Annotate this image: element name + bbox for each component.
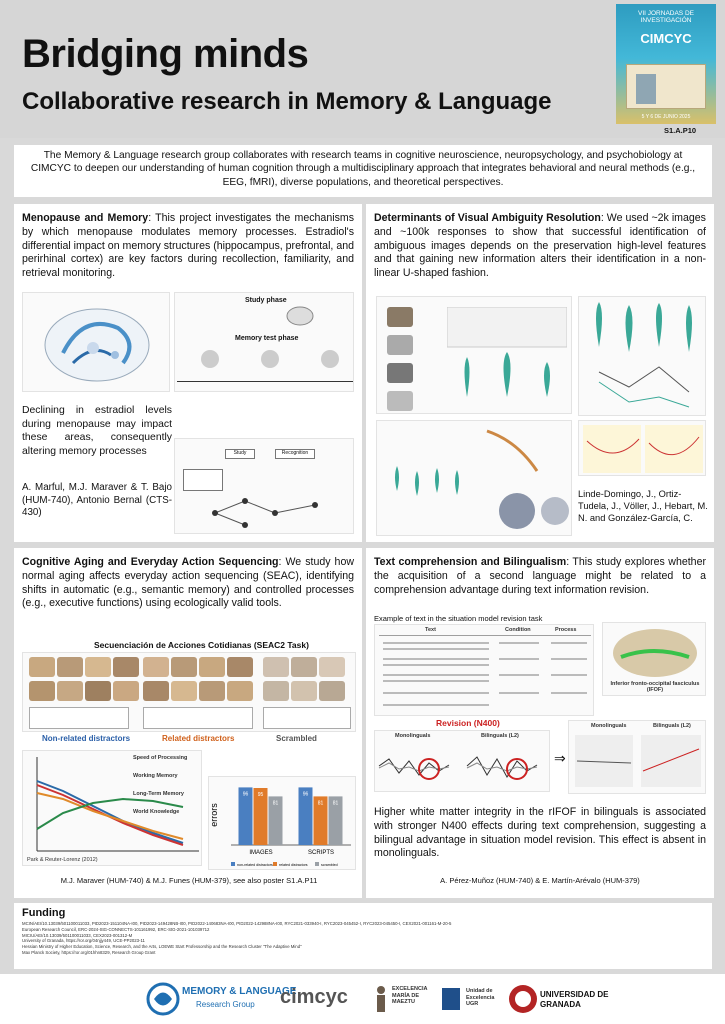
condition-related: Related distractors	[162, 734, 235, 743]
text-example-table	[374, 624, 594, 716]
cover-building-window	[636, 74, 656, 104]
scatter-monolinguals-label: Monolinguals	[591, 723, 627, 729]
word-network	[185, 495, 345, 531]
stimulus-image	[387, 335, 413, 355]
legend-label: related distractors	[279, 863, 308, 867]
task-photo	[143, 657, 169, 677]
ambiguity-stimuli-figure	[376, 296, 572, 414]
study-phase-label: Study phase	[245, 297, 287, 304]
aging-text	[22, 556, 354, 611]
ifof-scatter-figure	[568, 720, 706, 794]
menopause-heading: Menopause and Memory	[22, 212, 149, 224]
ambiguity-authors: Linde-Domingo, J., Ortiz-Tudela, J., Völler, J., Hebart, M. N. and González-García, C.	[578, 489, 708, 524]
curve-legend-wk: World Knowledge	[133, 809, 180, 815]
scatter-plots	[579, 421, 707, 477]
poster-subtitle: Collaborative research in Memory & Language	[22, 88, 552, 115]
bar-value-label: 81	[272, 800, 279, 807]
example-title: Example of text in the situation model revision task	[374, 614, 543, 623]
curve-legend-ltm: Long-Term Memory	[133, 791, 184, 797]
seac-task-title: Secuenciación de Acciones Cotidianas (SEAC2 Task)	[94, 640, 309, 650]
memory-language-logo-icon	[146, 982, 180, 1016]
funding-line: Max Planck Society, https://ror.org/01hhn8329, Research Group Grant	[22, 949, 156, 955]
aging-authors: M.J. Maraver (HUM-740) & M.J. Funes (HUM-379), see also poster S1.A.P11	[60, 876, 318, 885]
funding-line: Hessian Ministry of Higher Education, Science, Research, and the Arts, LOEWE Start Professorship and the Research Cluster "The Adaptive Mind"	[22, 944, 302, 950]
funding-line: MICIU/AEI/10.13039/501100011033, CEX2023-001312-M	[22, 932, 133, 938]
maeztu-figure-icon	[374, 984, 388, 1014]
col-condition: Condition	[505, 627, 531, 633]
study-box: Study	[225, 449, 255, 459]
procedure-figure	[174, 438, 354, 534]
scrambled-photo	[291, 657, 317, 677]
bar-value-label: 96	[242, 791, 249, 798]
ugr-unit-logo: Unidad de Excelencia UGR	[466, 988, 495, 1008]
sentence-cards	[263, 707, 351, 729]
panel-ambiguity	[366, 204, 714, 542]
task-photo	[171, 657, 197, 677]
task-photo	[199, 681, 225, 701]
study-test-figure	[174, 292, 354, 392]
col-text: Text	[425, 627, 436, 633]
legend-label: non-related distractors	[237, 863, 273, 867]
cognitive-aging-curves	[22, 750, 202, 866]
funding-line: European Research Council, ERC-2024-StG-CONNECTS-101161992, ERC-StG-2021-101039712	[22, 926, 210, 932]
funding-line: University of Granada, https://ror.org/04njjy449, UCE-PP2023-11	[22, 938, 145, 944]
panel-menopause	[14, 204, 362, 542]
menopause-body: : This project investigates the mechanisms by which menopause modulates memory processes. Estradiol's differential impact on memory structures (hippocampus, prefrontal, and perirhinal cortex) are key factors during recollection, familiarity, and retrieval monitoring.	[22, 212, 354, 280]
poster-header	[0, 0, 725, 138]
task-photo	[85, 657, 111, 677]
scatter-bilinguals-label: Bilinguals (L2)	[653, 723, 691, 729]
legend-swatch	[315, 862, 319, 866]
scrambled-photo	[319, 681, 345, 701]
erp-figure	[374, 730, 550, 792]
brain-icon	[285, 305, 315, 327]
stimulus-image	[387, 363, 413, 383]
menopause-text	[22, 212, 354, 281]
bar-chart-svg	[209, 777, 357, 871]
poster-title: Bridging minds	[22, 32, 309, 76]
timeline	[177, 381, 353, 382]
cimcyc-logo: cimcyc	[280, 986, 348, 1008]
task-photo	[113, 657, 139, 677]
scrambled-photo	[291, 681, 317, 701]
bilingual-body2: Higher white matter integrity in the rIFOF in bilinguals is associated with stronger N400 effects during text comprehension, suggesting a bilingual advantage in situation model revision. This effect is absent in monolinguals.	[374, 806, 706, 860]
estradiol-brain-figure	[22, 292, 170, 392]
condition-scrambled: Scrambled	[276, 734, 317, 743]
memory-language-sub: Research Group	[196, 1000, 255, 1009]
ambiguity-results-figure	[376, 420, 572, 536]
errors-bar-chart	[208, 776, 356, 870]
col-process: Process	[555, 627, 577, 633]
menopause-authors: A. Marful, M.J. Maraver & T. Bajo (HUM-740), Antonio Bernal (CTS-430)	[22, 482, 172, 519]
violin-plots	[447, 307, 567, 407]
distance-plots	[579, 297, 707, 417]
memory-test-label: Memory test phase	[235, 335, 299, 342]
funding-heading: Funding	[22, 907, 66, 919]
task-photo	[227, 657, 253, 677]
y-axis-label: errors	[209, 803, 219, 827]
bilingual-text	[374, 556, 706, 597]
tract-label: Inferior fronto-occipital fasciculus (IFOF)	[610, 681, 700, 693]
legend-label: scrambled	[321, 863, 338, 867]
recognition-box: Recognition	[275, 449, 315, 459]
task-photo	[57, 681, 83, 701]
funding-line: MCIN/AEI/10.13039/501100011033, PID2023-151104NA-I00, PID2023-149428NB-I00, PID2022-140683NA-I00, PID2022-142988NA-I00, RYC2021-033940-I, RYC2023-045452-I, RYC2023-045450-I, CEX2021-001161-M-20-5	[22, 921, 452, 926]
scatter-figure	[578, 420, 706, 476]
ugr-crest-icon	[508, 982, 538, 1016]
task-photo	[113, 681, 139, 701]
bar-value-label: 81	[332, 800, 339, 807]
bar-value-label: 81	[317, 800, 324, 807]
task-photo	[85, 681, 111, 701]
task-photo	[227, 681, 253, 701]
brain-diagram	[23, 293, 171, 393]
funding-section	[14, 903, 712, 969]
panel-aging	[14, 548, 362, 898]
ambiguity-text	[374, 212, 706, 281]
aging-heading: Cognitive Aging and Everyday Action Sequencing	[22, 556, 279, 568]
bilingual-body: : This study explores whether the acquisition of a second language might be related to a comprehension advantage during text information revision.	[374, 556, 706, 596]
category-label: IMAGES	[249, 850, 273, 856]
task-photo	[29, 657, 55, 677]
bar-value-label: 96	[302, 791, 309, 798]
cover-top-text: VII JORNADAS DE INVESTIGACIÓN	[638, 10, 694, 25]
sentence-cards	[29, 707, 129, 729]
legend-swatch	[273, 862, 277, 866]
stimulus-image	[387, 391, 413, 411]
curve-legend-wm: Working Memory	[133, 773, 178, 779]
maeztu-logo: EXCELENCIA MARÍA DE MAEZTU	[392, 986, 428, 1006]
task-photo	[57, 657, 83, 677]
task-photo	[29, 681, 55, 701]
test-icons	[195, 347, 345, 371]
instruction-box	[183, 469, 223, 491]
bilingual-heading: Text comprehension and Bilingualism	[374, 556, 567, 568]
scrambled-photo	[319, 657, 345, 677]
bilingual-authors: A. Pérez-Muñoz (HUM-740) & E. Martín-Arévalo (HUM-379)	[440, 876, 640, 885]
conference-cover-image	[616, 4, 716, 124]
memory-language-logo: MEMORY & LANGUAGE	[182, 986, 297, 997]
arrow-icon: ⇒	[554, 750, 566, 766]
task-photo	[143, 681, 169, 701]
intro-text: The Memory & Language research group collaborates with research teams in cognitive neuroscience, neuropsychology, and psychobiology at CIMCYC to deepen our understanding of human cognition through a multidisciplinary approach that integrates behavioral and neural methods (e.g., EEG, fMRI), diverse populations, and theoretical perspectives.	[14, 145, 712, 197]
scrambled-photo	[263, 681, 289, 701]
stimulus-image	[387, 307, 413, 327]
erp-waves	[375, 741, 551, 791]
task-photo	[199, 657, 225, 677]
monolinguals-label: Monolinguals	[395, 733, 431, 739]
poster-id: S1.A.P10	[664, 126, 697, 135]
logos-bar	[0, 974, 725, 1024]
ifof-scatter-svg	[569, 731, 707, 793]
cover-name: CIMCYC	[640, 31, 692, 46]
table-lines	[379, 635, 591, 715]
semantic-distance-figure	[578, 296, 706, 416]
ugr-unit-icon	[440, 986, 462, 1012]
results-plots	[377, 421, 573, 537]
condition-nonrelated: Non-related distractors	[42, 734, 131, 743]
cover-date: 5 Y 6 DE JUNIO 2025	[641, 114, 691, 120]
bar-value-label: 95	[257, 792, 264, 798]
bilinguals-label: Bilinguals (L2)	[481, 733, 519, 739]
n400-title: Revision (N400)	[436, 718, 500, 728]
brain-tract-svg	[603, 623, 707, 683]
ugr-logo: UNIVERSIDAD DE GRANADA	[540, 990, 609, 1009]
category-label: SCRIPTS	[307, 850, 335, 856]
ambiguity-body: : We used ~2k images and ~100k responses to show that successful identification of ambiguous images depends on the preservation high-level features and that gaining new information alters their identification in a non-linear U-shaped fashion.	[374, 212, 706, 280]
brain-tract-figure	[602, 622, 706, 696]
menopause-note: Declining in estradiol levels during menopause may impact these areas, consequently altering memory processes	[22, 405, 172, 457]
curve-source: Park & Reuter-Lorenz (2012)	[27, 857, 98, 863]
curve-legend-speed: Speed of Processing	[133, 755, 188, 761]
seac-task-figure	[22, 652, 356, 732]
task-photo	[171, 681, 197, 701]
scrambled-photo	[263, 657, 289, 677]
legend-swatch	[231, 862, 235, 866]
panel-bilingual	[366, 548, 714, 898]
sentence-cards	[143, 707, 253, 729]
ambiguity-heading: Determinants of Visual Ambiguity Resolution	[374, 212, 601, 224]
aging-body: : We study how normal aging affects everyday action sequencing (SEAC), identifying shifts in automatic (e.g., semantic memory) and controlled processes (e.g., executive functions) using ecologically valid tools.	[22, 556, 354, 610]
